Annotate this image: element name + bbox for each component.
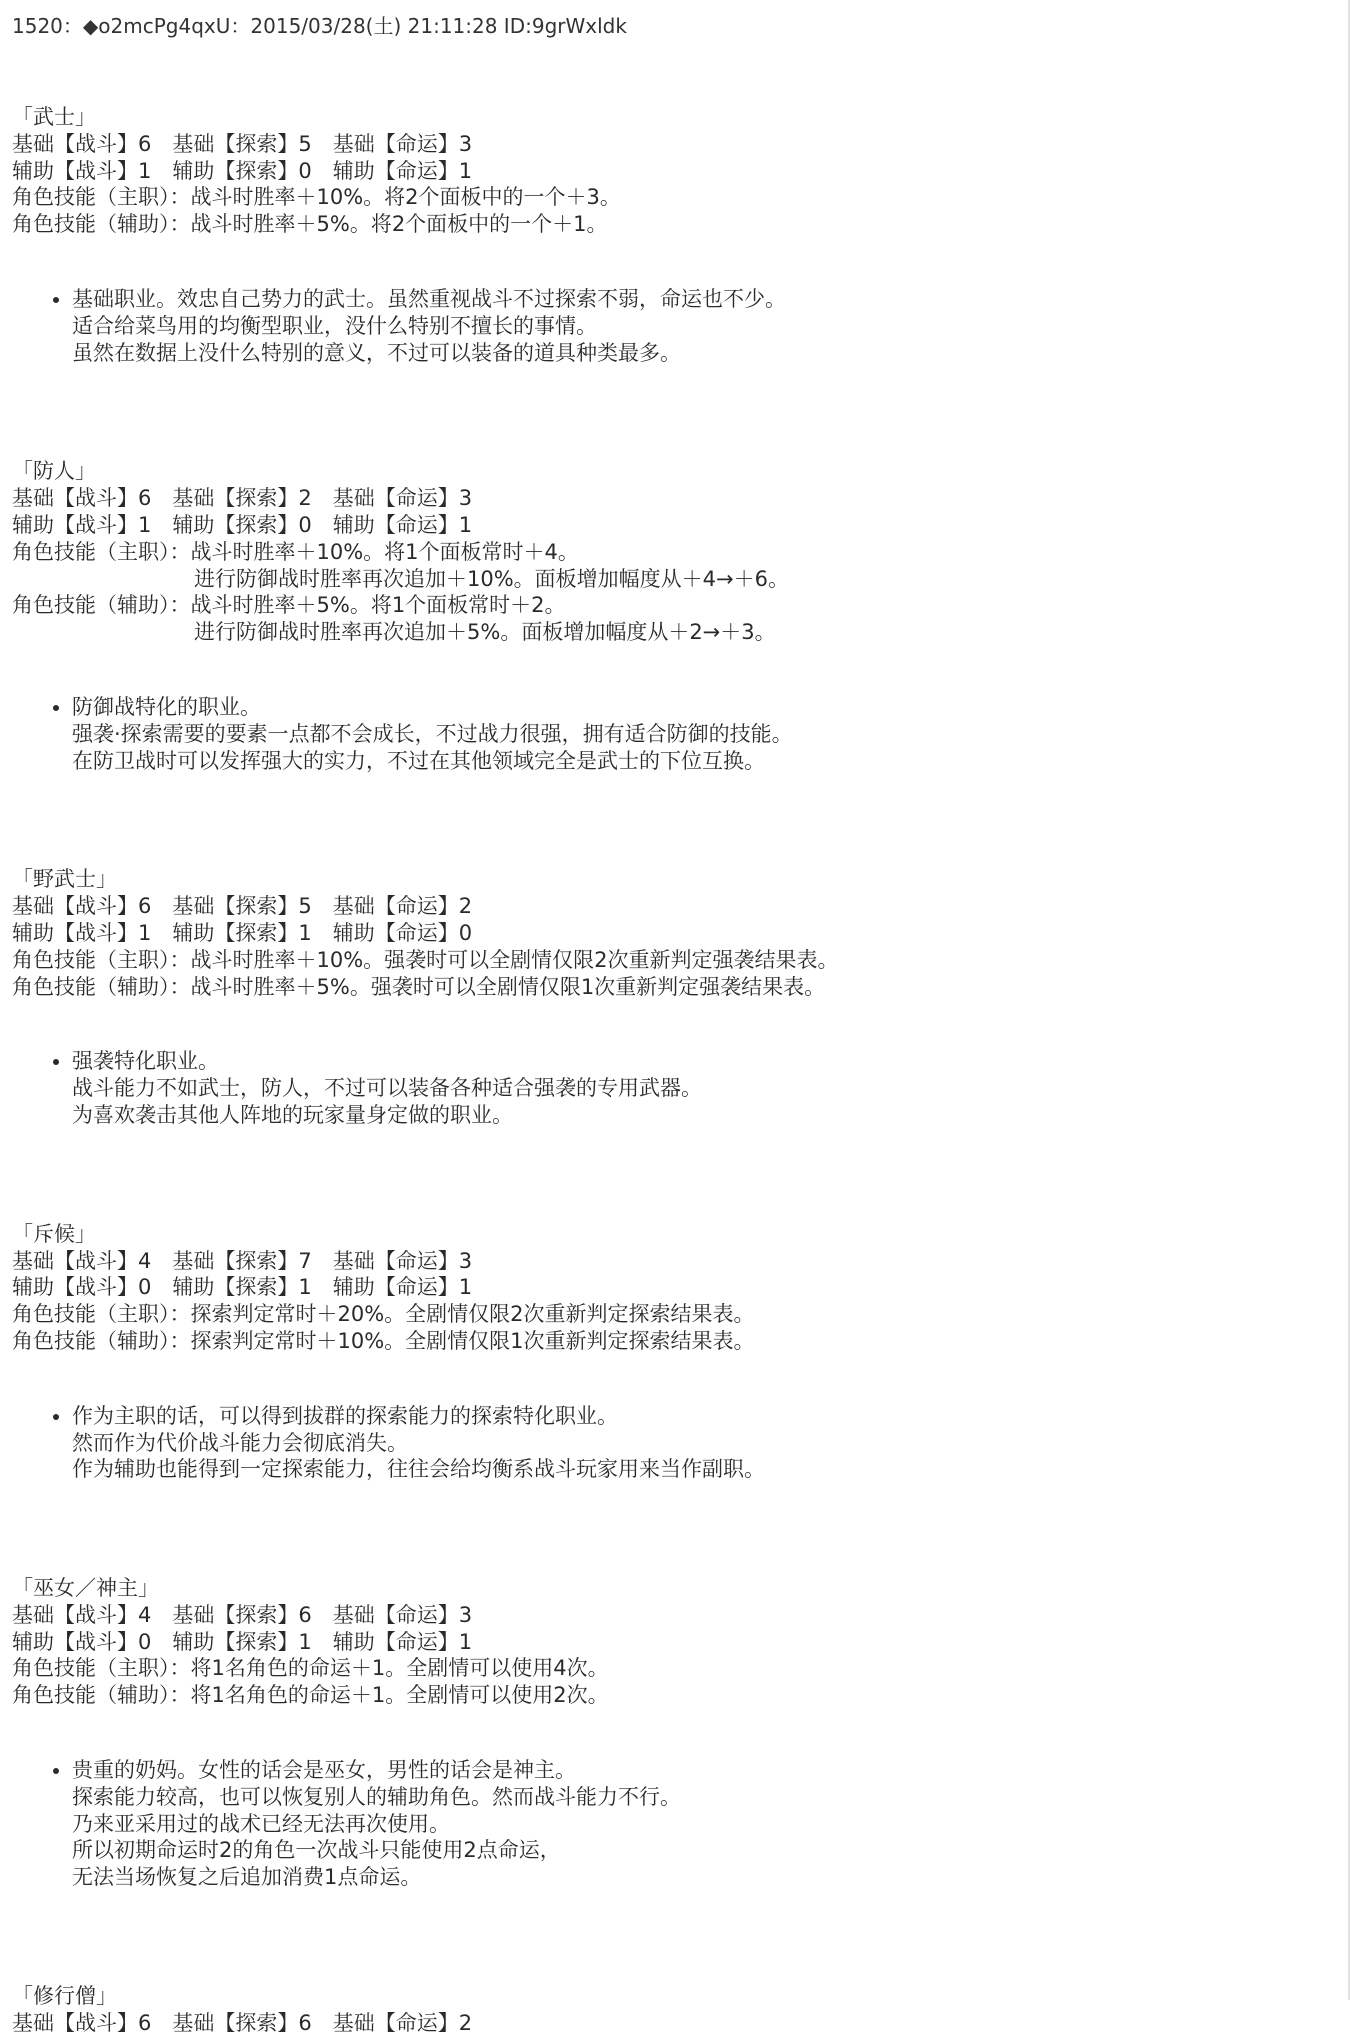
note-line: 虽然在数据上没什么特别的意义，不过可以装备的道具种类最多。 [72,340,681,365]
note-line: 战斗能力不如武士，防人，不过可以装备各种适合强袭的专用武器。 [72,1076,702,1101]
note-line: • 强袭特化职业。 [72,1049,219,1074]
note-item [72,1757,1338,1891]
aux-stats: 辅助【战斗】0 辅助【探索】1 辅助【命运】1 [12,1275,473,1300]
note-line: 作为辅助也能得到一定探索能力，往往会给均衡系战斗玩家用来当作副职。 [72,1457,765,1482]
section-spacer [12,774,1338,830]
note-line: 为喜欢袭击其他人阵地的玩家量身定做的职业。 [72,1102,513,1127]
note-line: • 作为主职的话，可以得到拔群的探索能力的探索特化职业。 [72,1403,618,1428]
skill-sub-line: 角色技能（辅助）：战斗时胜率＋5%。将2个面板中的一个＋1。 [12,212,608,237]
skill-sub-line: 角色技能（辅助）：战斗时胜率＋5%。强袭时可以全剧情仅限1次重新判定强袭结果表。 [12,974,826,999]
skill-sub-line: 角色技能（辅助）：将1名角色的命运＋1。全剧情可以使用2次。 [12,1683,609,1708]
skill-main-line: 角色技能（主职）：战斗时胜率＋10%。将1个面板常时＋4。 [12,539,579,564]
post-datetime-id: ：2015/03/28(土) 21:11:28 ID:9grWxldk [230,14,627,38]
base-stats: 基础【战斗】4 基础【探索】6 基础【命运】3 [12,1602,473,1627]
post-number: 1520 [12,14,63,38]
skill-main-line: 角色技能（主职）：战斗时胜率＋10%。强袭时可以全剧情仅限2次重新判定强袭结果表。 [12,947,839,972]
base-stats: 基础【战斗】6 基础【探索】5 基础【命运】3 [12,131,473,156]
section-spacer [12,366,1338,422]
skill-main-line: 进行防御战时胜率再次追加＋10%。面板增加幅度从＋4→＋6。 [194,566,789,591]
base-stats: 基础【战斗】4 基础【探索】7 基础【命运】3 [12,1248,473,1273]
class-title: 「修行僧」 [12,1984,117,2009]
class-section [12,1983,1338,2037]
base-stats: 基础【战斗】6 基础【探索】5 基础【命运】2 [12,894,473,919]
note-line: 适合给菜鸟用的均衡型职业，没什么特别不擅长的事情。 [72,313,597,338]
post-body [12,104,1338,2037]
note-line: • 防御战特化的职业。 [72,694,261,719]
class-section [12,104,1338,422]
note-line: 无法当场恢复之后追加消费1点命运。 [72,1865,422,1890]
class-title: 「野武士」 [12,867,117,892]
class-title: 「防人」 [12,459,96,484]
note-line: 强袭·探索需要的要素一点都不会成长，不过战力很强，拥有适合防御的技能。 [72,721,793,746]
aux-stats: 辅助【战斗】1 辅助【探索】0 辅助【命运】1 [12,512,473,537]
skill-sub-line: 进行防御战时胜率再次追加＋5%。面板增加幅度从＋2→＋3。 [194,620,776,645]
base-stats: 基础【战斗】6 基础【探索】6 基础【命运】2 [12,2010,473,2035]
aux-stats: 辅助【战斗】1 辅助【探索】0 辅助【命运】1 [12,158,473,183]
post [12,12,1338,2037]
note-item [72,286,1338,366]
skill-main-line: 角色技能（主职）：探索判定常时＋20%。全剧情仅限2次重新判定探索结果表。 [12,1302,755,1327]
class-title: 「斥候」 [12,1221,96,1246]
class-section [12,458,1338,830]
note-line: 乃来亚采用过的战术已经无法再次使用。 [72,1811,450,1836]
class-notes [12,286,1338,366]
poster-name: ◆o2mcPg4qxU [82,14,231,38]
class-section [12,1221,1338,1539]
class-notes [12,1757,1338,1891]
class-title: 「武士」 [12,105,96,129]
aux-stats: 辅助【战斗】0 辅助【探索】1 辅助【命运】1 [12,1629,473,1654]
skill-sub-line: 角色技能（辅助）：探索判定常时＋10%。全剧情仅限1次重新判定探索结果表。 [12,1328,755,1353]
note-line: 然而作为代价战斗能力会彻底消失。 [72,1430,408,1455]
note-item [72,1403,1338,1483]
note-line: • 贵重的奶妈。女性的话会是巫女，男性的话会是神主。 [72,1758,576,1783]
class-notes [12,694,1338,774]
section-spacer [12,1483,1338,1539]
class-title: 「巫女／神主」 [12,1576,159,1601]
note-line: • 基础职业。效忠自己势力的武士。虽然重视战斗不过探索不弱，命运也不少。 [72,286,786,311]
class-notes [12,1048,1338,1128]
base-stats: 基础【战斗】6 基础【探索】2 基础【命运】3 [12,486,473,511]
aux-stats: 辅助【战斗】1 辅助【探索】1 辅助【命运】0 [12,920,473,945]
class-section [12,866,1338,1184]
post-separator: ： [62,14,83,38]
section-spacer [12,1891,1338,1947]
class-section [12,1575,1338,1947]
note-line: 在防卫战时可以发挥强大的实力，不过在其他领域完全是武士的下位互换。 [72,748,765,773]
section-spacer [12,1129,1338,1185]
note-line: 所以初期命运时2的角色一次战斗只能使用2点命运， [72,1838,561,1863]
note-item [72,1048,1338,1128]
note-line: 探索能力较高，也可以恢复别人的辅助角色。然而战斗能力不行。 [72,1784,681,1809]
note-item [72,694,1338,774]
post-header [12,12,1338,40]
skill-main-line: 角色技能（主职）：战斗时胜率＋10%。将2个面板中的一个＋3。 [12,185,621,210]
skill-sub-line: 角色技能（辅助）：战斗时胜率＋5%。将1个面板常时＋2。 [12,593,566,618]
skill-main-line: 角色技能（主职）：将1名角色的命运＋1。全剧情可以使用4次。 [12,1656,609,1681]
class-notes [12,1403,1338,1483]
